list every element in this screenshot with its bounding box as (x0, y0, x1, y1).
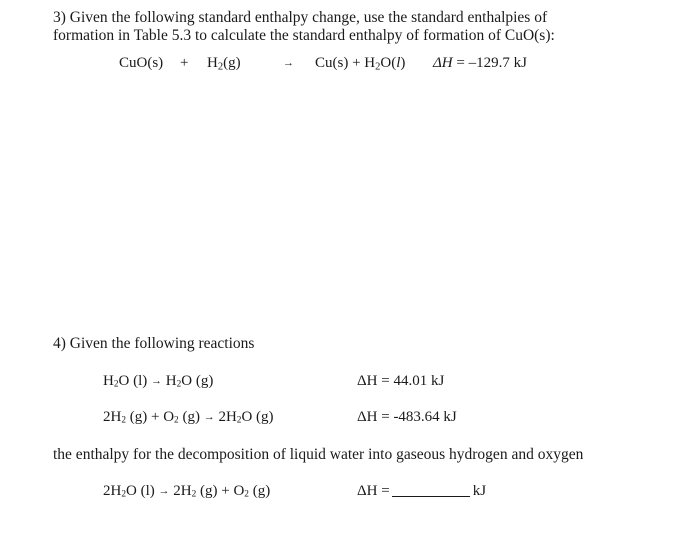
problem-3-line-2: formation in Table 5.3 to calculate the standard enthalpy of formation of CuO(s): (53, 27, 555, 44)
reaction-2-delta-h: ΔH = -483.64 kJ (357, 409, 457, 425)
reactant-h2: $H_2(g)$ (207, 55, 241, 73)
plus-sign: + (180, 55, 189, 71)
reaction-2: $2H_2$ $(g) + O_2$ $(g) \to 2H_2O$ (g) (103, 409, 274, 426)
products-cu-h2o: $Cu(s) + H_2O(l)$ (315, 55, 406, 73)
problem-4-question: the enthalpy for the decomposition of liquid water into gaseous hydrogen and oxygen (53, 446, 584, 463)
reactant-cuo: CuO(s) (119, 55, 164, 71)
reaction-1-delta-h: ΔH = 44.01 kJ (357, 373, 445, 389)
problem-4-intro: 4) Given the following reactions (53, 335, 255, 352)
target-reaction: $2H_2O$ $(l) \to 2H_2$ $(g) + O_2$ (g) (103, 483, 271, 500)
target-delta-h: ΔH = kJ (357, 483, 487, 499)
reaction-arrow: → (283, 57, 294, 69)
reaction-1: $H_2O$ $(l) \to H_2O$ (g) (103, 373, 214, 390)
delta-h-value: ΔH = –129.7 kJ (433, 55, 527, 71)
answer-blank (392, 483, 470, 497)
problem-3-line-1: 3) Given the following standard enthalpy change, use the standard enthalpies of (53, 9, 548, 26)
